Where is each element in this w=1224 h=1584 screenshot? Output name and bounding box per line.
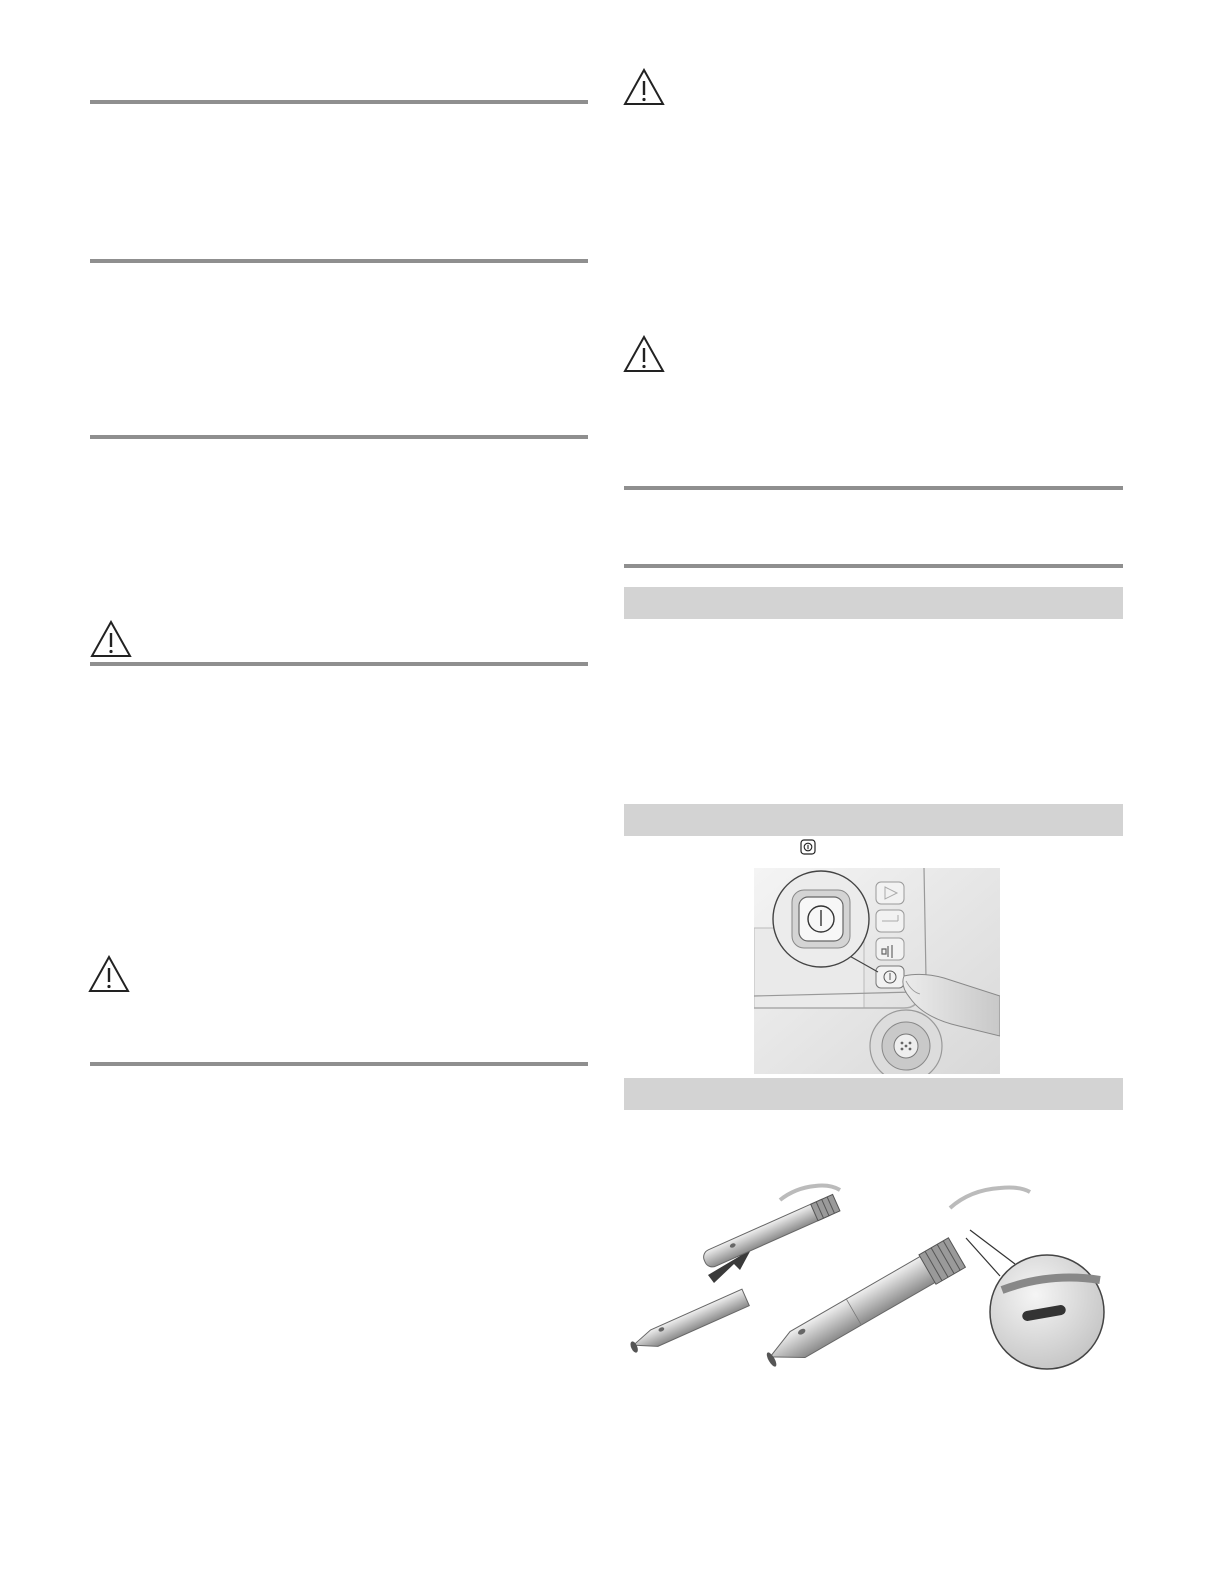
power-button-icon [800,839,816,855]
step-header-bar [624,587,1123,619]
step-header-bar [624,804,1123,836]
warning-triangle-icon [623,335,665,373]
warning-triangle-icon [90,620,132,658]
section-rule [624,564,1123,568]
section-rule [90,100,588,104]
handpiece-assembly-illustration [630,1180,1110,1380]
warning-triangle-icon [623,68,665,106]
section-rule [90,662,588,666]
control-panel-illustration [754,868,1000,1074]
section-rule [90,435,588,439]
warning-triangle-icon [88,955,130,993]
step-header-bar [624,1078,1123,1110]
section-rule [624,486,1123,490]
section-rule [90,259,588,263]
section-rule [90,1062,588,1066]
